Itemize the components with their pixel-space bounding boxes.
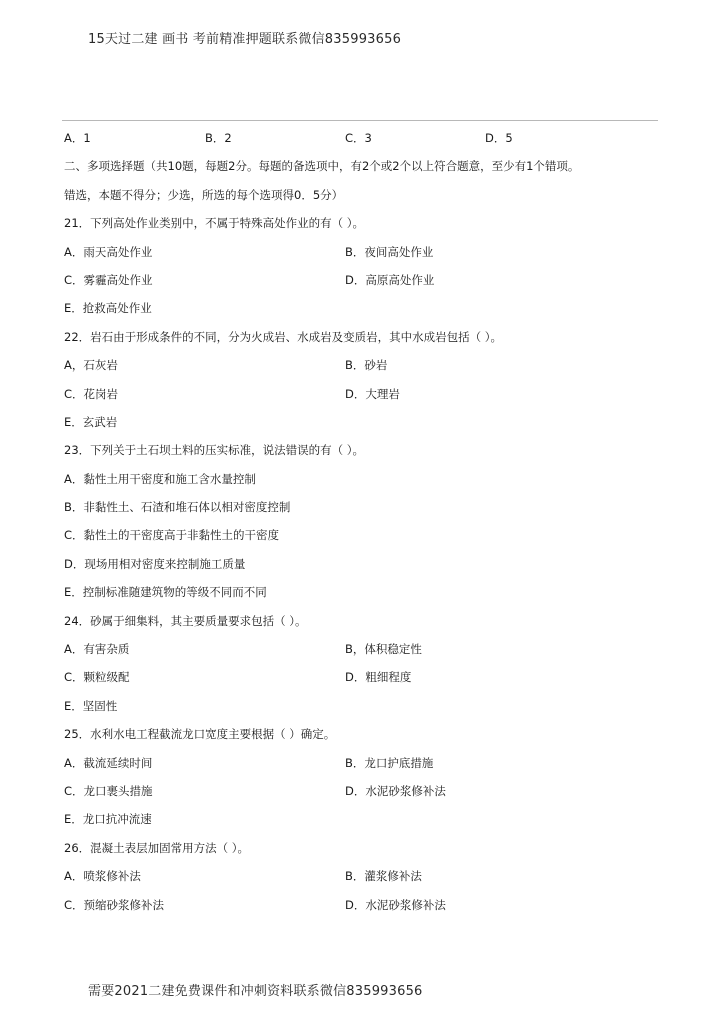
option-a: A，石灰岩	[64, 358, 118, 373]
page-header: 15天过二建 画书 考前精准押题联系微信835993656	[88, 32, 402, 47]
options-row	[62, 550, 662, 578]
options-row	[62, 521, 662, 549]
question-stem: 23．下列关于土石坝土料的压实标准，说法错误的有（ ）。	[64, 443, 365, 458]
option-e: E．龙口抗冲流速	[64, 812, 152, 827]
question-stem-row	[62, 436, 662, 464]
option-b: B．灌浆修补法	[345, 869, 422, 884]
option-d: D．水泥砂浆修补法	[345, 783, 446, 798]
options-row	[62, 862, 662, 890]
options-row	[62, 777, 662, 805]
section-title-row	[62, 152, 662, 180]
options-row	[62, 351, 662, 379]
options-row	[62, 294, 662, 322]
prev-option-d: D．5	[485, 131, 513, 145]
section-title: 二、多项选择题（共10题，每题2分。每题的备选项中，有2个或2个以上符合题意，至少有1个错项。	[64, 159, 580, 174]
options-row	[62, 238, 662, 266]
option-b: B．夜间高处作业	[345, 244, 434, 259]
section-note: 错选，本题不得分；少选，所选的每个选项得0．5分）	[64, 187, 344, 202]
option-e: E．玄武岩	[64, 414, 118, 429]
options-row	[62, 266, 662, 294]
option-d: D．高原高处作业	[345, 272, 435, 287]
option-b: B．非黏性土、石渣和堆石体以相对密度控制	[64, 500, 291, 515]
question-stem: 26．混凝土表层加固常用方法（ ）。	[64, 840, 250, 855]
option-e: E．抢救高处作业	[64, 301, 152, 316]
options-row	[62, 749, 662, 777]
option-d: D．大理岩	[345, 386, 400, 401]
section-note-row	[62, 181, 662, 209]
question-stem: 25．水利水电工程截流龙口宽度主要根据（ ）确定。	[64, 727, 336, 742]
options-row	[62, 692, 662, 720]
options-row	[62, 891, 662, 919]
option-a: A．雨天高处作业	[64, 244, 153, 259]
option-c: C．黏性土的干密度高于非黏性土的干密度	[64, 528, 280, 543]
options-row	[62, 578, 662, 606]
option-c: C．颗粒级配	[64, 670, 130, 685]
question-stem-row	[62, 607, 662, 635]
option-d: D．现场用相对密度来控制施工质量	[64, 556, 246, 571]
prev-option-c: C．3	[345, 131, 372, 145]
page-content	[62, 124, 662, 919]
prev-option-a: A．1	[64, 131, 91, 145]
option-c: C．龙口裹头措施	[64, 783, 153, 798]
option-c: C．花岗岩	[64, 386, 119, 401]
option-e: E．控制标准随建筑物的等级不同而不同	[64, 585, 267, 600]
prev-option-b: B．2	[205, 131, 232, 145]
options-row	[62, 805, 662, 833]
question-stem: 21．下列高处作业类别中，不属于特殊高处作业的有（ ）。	[64, 216, 365, 231]
option-a: A．截流延续时间	[64, 755, 153, 770]
question-stem-row	[62, 720, 662, 748]
question-stem: 24．砂属于细集料，其主要质量要求包括（ ）。	[64, 613, 307, 628]
options-row	[62, 663, 662, 691]
options-row	[62, 380, 662, 408]
option-b: B．龙口护底措施	[345, 755, 434, 770]
header-rule	[62, 120, 658, 121]
option-b: B．砂岩	[345, 358, 388, 373]
question-stem-row	[62, 209, 662, 237]
question-stem: 22．岩石由于形成条件的不同，分为火成岩、水成岩及变质岩，其中水成岩包括（ ）。	[64, 329, 503, 344]
option-d: D．粗细程度	[345, 670, 412, 685]
option-c: C．雾霾高处作业	[64, 272, 153, 287]
option-c: C．预缩砂浆修补法	[64, 897, 165, 912]
options-row	[62, 465, 662, 493]
options-row	[62, 493, 662, 521]
options-row	[62, 635, 662, 663]
options-row	[62, 408, 662, 436]
option-e: E．坚固性	[64, 698, 118, 713]
option-a: A．黏性土用干密度和施工含水量控制	[64, 471, 256, 486]
prev-options-row	[62, 124, 662, 152]
question-stem-row	[62, 323, 662, 351]
question-stem-row	[62, 834, 662, 862]
option-a: A．喷浆修补法	[64, 869, 141, 884]
option-b: B，体积稳定性	[345, 642, 422, 657]
page-footer: 需要2021二建免费课件和冲刺资料联系微信835993656	[88, 984, 423, 999]
option-a: A．有害杂质	[64, 642, 130, 657]
option-d: D．水泥砂浆修补法	[345, 897, 446, 912]
